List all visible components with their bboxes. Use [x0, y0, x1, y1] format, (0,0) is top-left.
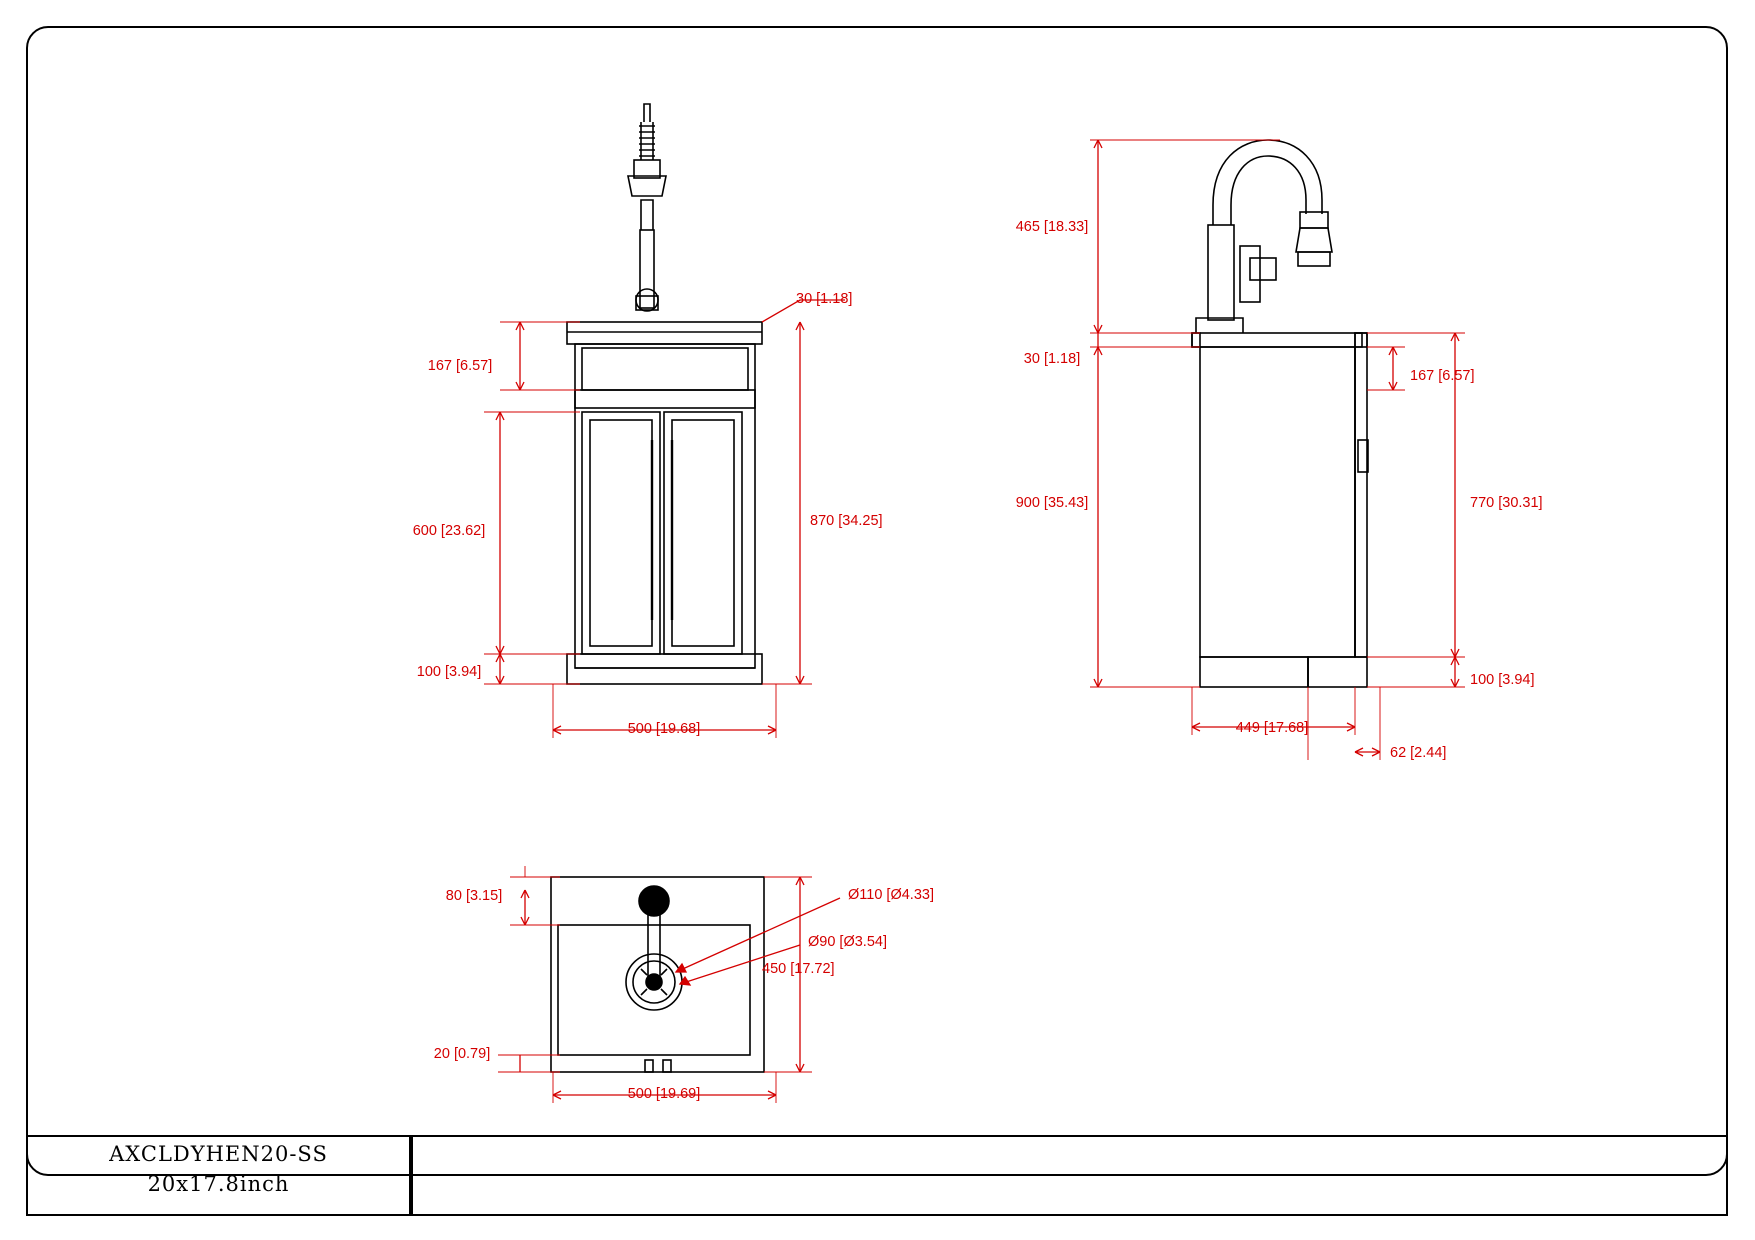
- sheet-border: [26, 26, 1728, 1176]
- dim-side-base-height: 100 [3.94]: [1470, 672, 1535, 688]
- dim-side-depth: 449 [17.68]: [1235, 720, 1309, 736]
- dim-front-width: 500 [19.68]: [627, 721, 701, 737]
- dim-front-door-height: 600 [23.62]: [412, 523, 486, 539]
- dim-side-drawer-height: 167 [6.57]: [1410, 368, 1475, 384]
- dim-side-body-height: 770 [30.31]: [1470, 495, 1543, 511]
- title-block-right-cell: [411, 1135, 1728, 1216]
- dim-top-hole-outer: Ø110 [Ø4.33]: [848, 887, 934, 903]
- dim-side-top-offset: 30 [1.18]: [1023, 351, 1081, 367]
- dim-front-base-height: 100 [3.94]: [416, 664, 482, 680]
- dim-side-cabinet-height: 900 [35.43]: [1015, 495, 1089, 511]
- title-block: [26, 1142, 1728, 1216]
- dim-top-hole-inner: Ø90 [Ø3.54]: [808, 934, 887, 950]
- dim-top-depth: 450 [17.72]: [762, 961, 835, 977]
- size-label: 20x17.8inch: [147, 1172, 290, 1196]
- dim-top-front-offset: 20 [0.79]: [433, 1046, 491, 1062]
- dim-front-drawer-height: 167 [6.57]: [427, 358, 493, 374]
- dim-side-toe-kick: 62 [2.44]: [1390, 745, 1447, 761]
- dim-front-top-offset: 30 [1.18]: [796, 291, 853, 307]
- model-code: AXCLDYHEN20-SS: [109, 1142, 328, 1166]
- dim-top-width: 500 [19.69]: [627, 1086, 701, 1102]
- dim-side-faucet-height: 465 [18.33]: [1015, 219, 1089, 235]
- dim-top-back-offset: 80 [3.15]: [445, 888, 503, 904]
- dim-front-total-height: 870 [34.25]: [810, 513, 883, 529]
